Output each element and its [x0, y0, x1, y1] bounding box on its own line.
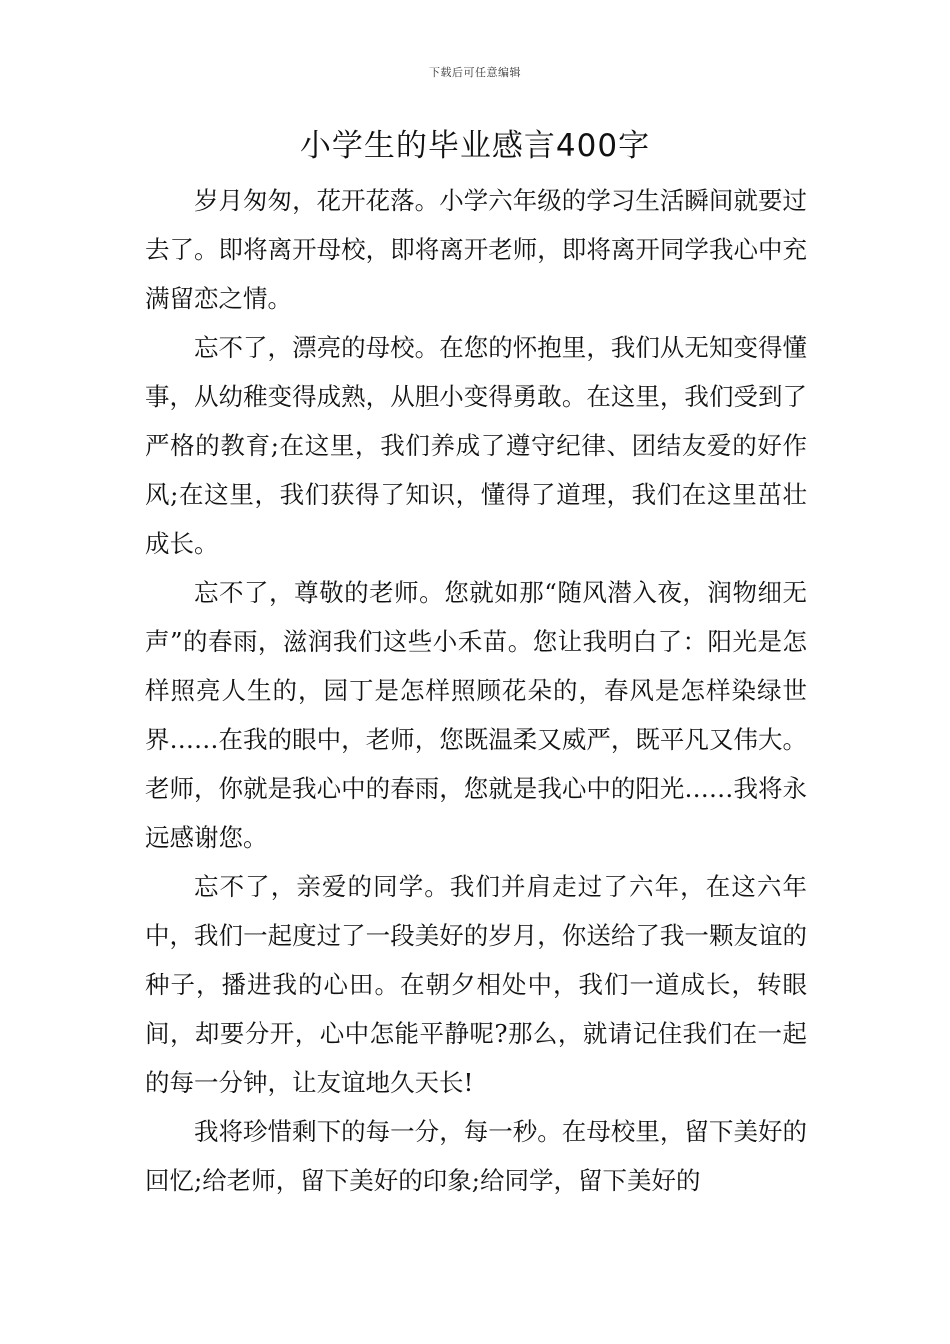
paragraph: 忘不了，尊敬的老师。您就如那“随风潜入夜，润物细无声”的春雨，滋润我们这些小禾苗。您让我明白了：阳光是怎样照亮人生的，园丁是怎样照顾花朵的，春风是怎样染绿世界……在我的眼中，老师，您既温柔又威严，既平凡又伟大。老师，你就是我心中的春雨，您就是我心中的阳光……我将永远感谢您。: [145, 578, 807, 852]
paragraph: 忘不了，亲爱的同学。我们并肩走过了六年，在这六年中，我们一起度过了一段美好的岁月，你送给了我一颗友谊的种子，播进我的心田。在朝夕相处中，我们一道成长，转眼间，却要分开，心中怎能平静呢?那么，就请记住我们在一起的每一分钟，让友谊地久天长!: [145, 872, 807, 1097]
document-body: [145, 176, 807, 1205]
paragraph: 忘不了，漂亮的母校。在您的怀抱里，我们从无知变得懂事，从幼稚变得成熟，从胆小变得勇敢。在这里，我们受到了严格的教育;在这里，我们养成了遵守纪律、团结友爱的好作风;在这里，我们获得了知识，懂得了道理，我们在这里茁壮成长。: [145, 333, 807, 558]
paragraph: 岁月匆匆，花开花落。小学六年级的学习生活瞬间就要过去了。即将离开母校，即将离开老师，即将离开同学我心中充满留恋之情。: [145, 186, 807, 313]
header-note: 下载后可任意编辑: [429, 66, 521, 79]
paragraph: 我将珍惜剩下的每一分，每一秒。在母校里，留下美好的回忆;给老师，留下美好的印象;给同学，留下美好的: [145, 1117, 807, 1195]
document-title: 小学生的毕业感言400字: [299, 128, 651, 164]
